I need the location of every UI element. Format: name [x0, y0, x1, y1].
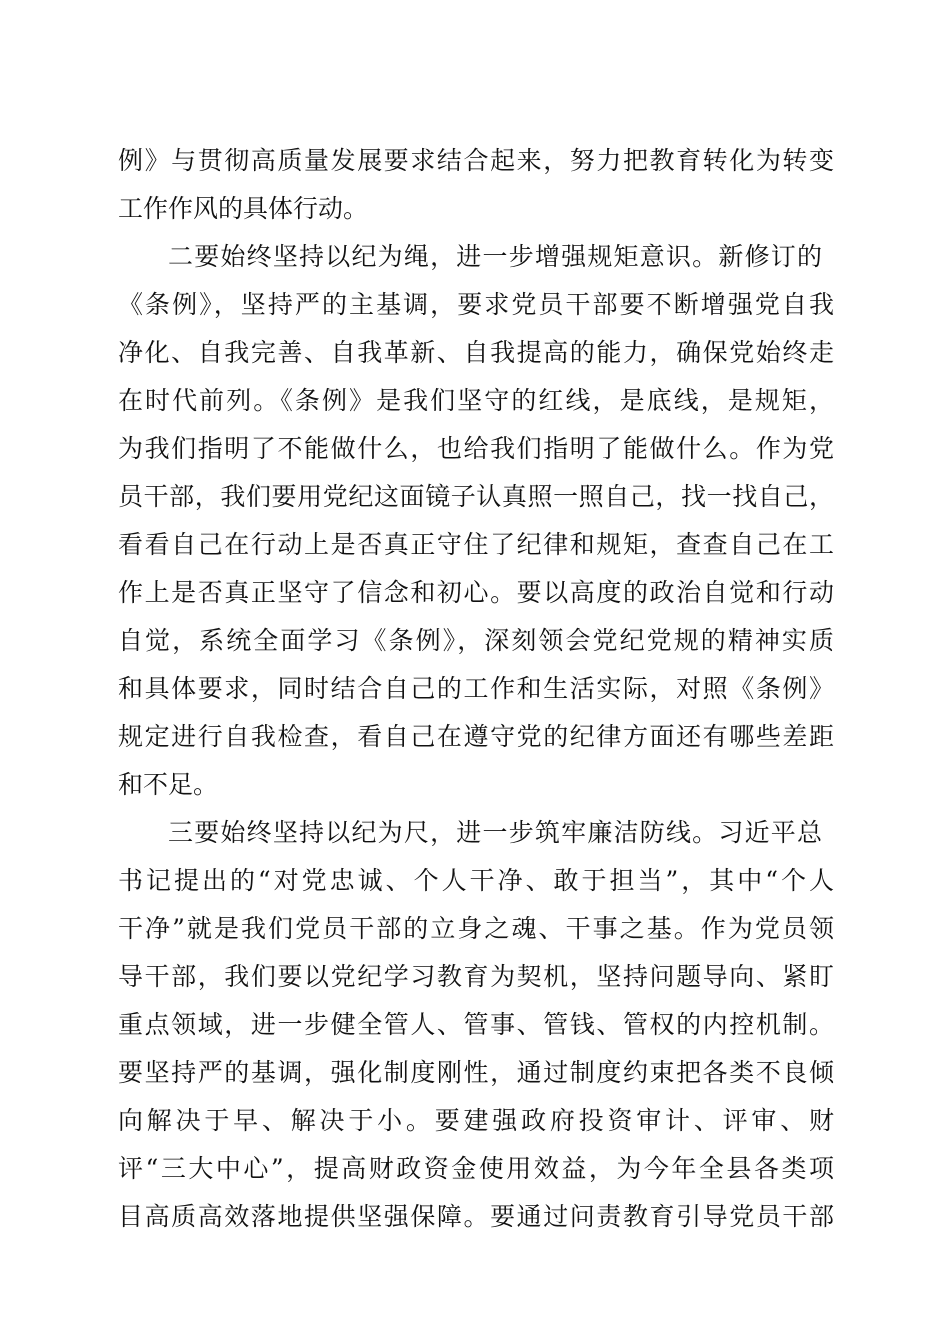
text-line: 《条例》，坚持严的主基调，要求党员干部要不断增强党自我 [118, 290, 834, 319]
paragraph-start-line: 二要始终坚持以纪为绳，进一步增强规矩意识。新修订的 [168, 242, 822, 271]
text-line: 为我们指明了不能做什么，也给我们指明了能做什么。作为党 [118, 434, 834, 463]
text-line: 要坚持严的基调，强化制度刚性，通过制度约束把各类不良倾 [118, 1058, 834, 1087]
text-line: 规定进行自我检查，看自己在遵守党的纪律方面还有哪些差距 [118, 722, 834, 751]
text-line: 向解决于早、解决于小。要建强政府投资审计、评审、财 [118, 1106, 834, 1135]
text-line: 导干部，我们要以党纪学习教育为契机，坚持问题导向、紧盯 [118, 962, 834, 991]
text-line: 干净”就是我们党员干部的立身之魂、干事之基。作为党员领 [118, 914, 834, 943]
text-line: 评“三大中心”，提高财政资金使用效益，为今年全县各类项 [118, 1154, 834, 1183]
text-line: 看看自己在行动上是否真正守住了纪律和规矩，查查自己在工 [118, 530, 834, 559]
text-line: 净化、自我完善、自我革新、自我提高的能力，确保党始终走 [118, 338, 834, 367]
paragraph-start-line: 三要始终坚持以纪为尺，进一步筑牢廉洁防线。习近平总 [168, 818, 822, 847]
text-line: 员干部，我们要用党纪这面镜子认真照一照自己，找一找自己， [118, 482, 834, 511]
text-line: 和具体要求，同时结合自己的工作和生活实际，对照《条例》 [118, 674, 834, 703]
text-line: 和不足。 [118, 770, 219, 799]
text-line: 书记提出的“对党忠诚、个人干净、敢于担当”，其中“个人 [118, 866, 834, 895]
text-line: 例》与贯彻高质量发展要求结合起来，努力把教育转化为转变 [118, 146, 834, 175]
text-line: 工作作风的具体行动。 [118, 194, 369, 223]
text-line: 目高质高效落地提供坚强保障。要通过问责教育引导党员干部 [118, 1202, 834, 1231]
text-line: 作上是否真正坚守了信念和初心。要以高度的政治自觉和行动 [118, 578, 834, 607]
text-line: 重点领域，进一步健全管人、管事、管钱、管权的内控机制。 [118, 1010, 834, 1039]
text-line: 自觉，系统全面学习《条例》，深刻领会党纪党规的精神实质 [118, 626, 834, 655]
text-line: 在时代前列。《条例》是我们坚守的红线，是底线，是规矩， [118, 386, 834, 415]
